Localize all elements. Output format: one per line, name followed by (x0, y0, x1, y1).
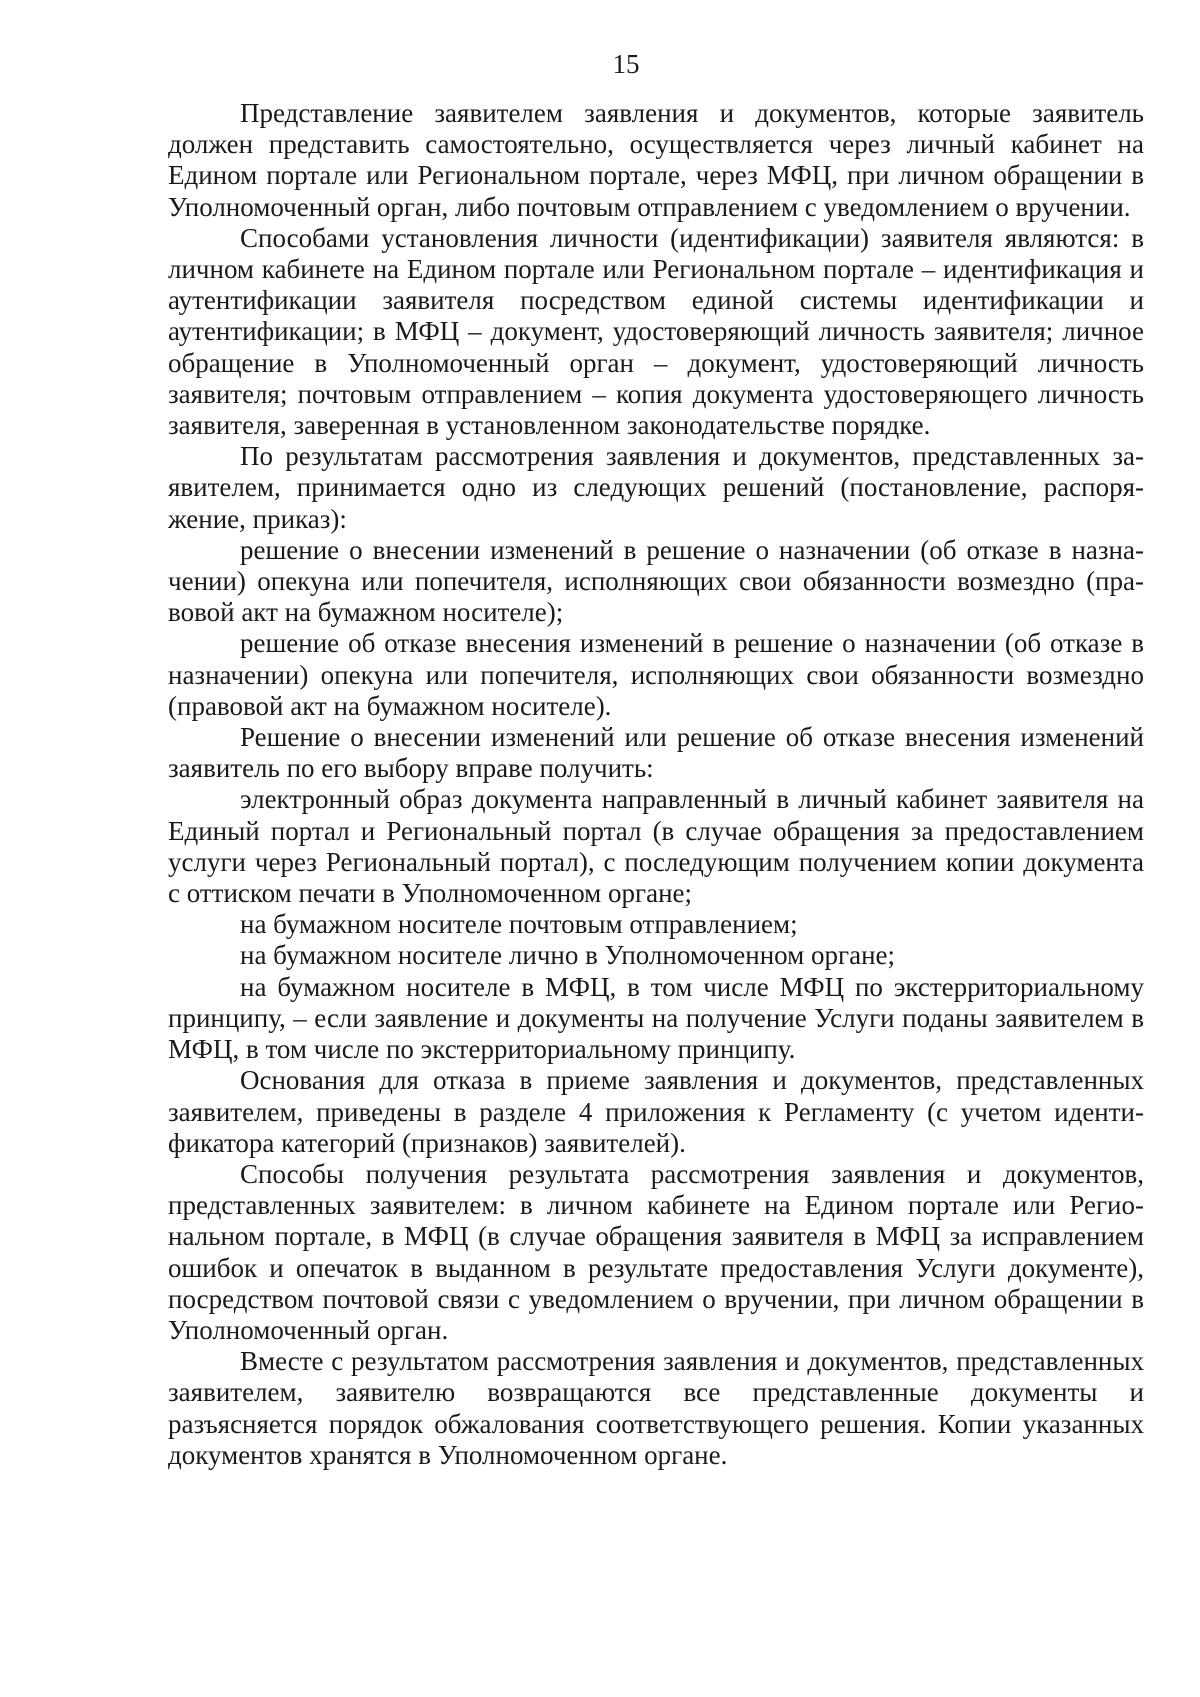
paragraph-paper-by-post: на бумажном носителе почтовым отправлением; (240, 909, 798, 940)
paragraph-decision-types: По результатам рассмотрения заявления и документов, представленных заявителем, принимается одно из следующих решений (постановление, распоряжение, приказ): (168, 441, 1144, 534)
paragraph-paper-in-person: на бумажном носителе лично в Уполномоченном органе; (240, 940, 896, 971)
paragraph-electronic-image: электронный образ документа направленный в личный кабинет заявителя на Единый портал и Региональный портал (в случае обращения за предоставлением услуги через Региональный портал), с последующим получением копии документа с оттиском печати в Уполномоченном органе; (168, 784, 1144, 909)
paragraph-documents-return: Вместе с результатом рассмотрения заявления и документов, представленных заявителем, заявителю возвращаются все представленные документы и разъясняется порядок обжалования соответствующего решения. Копии указанных документов хранятся в Уполномоченном органе. (168, 1346, 1144, 1470)
paragraph-receipt-options: Решение о внесении изменений или решение об отказе внесения изменений заявитель по его выбору вправе получить: (168, 722, 1144, 784)
paragraph-refusal-grounds: Основания для отказа в приеме заявления и документов, представленных заявителем, приведены в разделе 4 приложения к Регламенту (с учетом идентификатора категорий (признаков) заявителей). (168, 1065, 1144, 1158)
page-number: 15 (612, 49, 640, 79)
paragraph-identification-methods: Способами установления личности (идентификации) заявителя являются: в личном кабинете на Едином портале или Региональном портале – идентификация и аутентификации заявителя посредством единой системы идентификации и аутентификации; в МФЦ – документ, удостоверяющий личность заявителя; личное обращение в Уполномоченный орган – документ, удостоверяющий личность заявителя; почтовым отправлением – копия документа удостоверяющего личность заявителя, заверенная в установленном законодательстве порядке. (168, 222, 1144, 441)
document-body (168, 98, 1144, 1471)
paragraph-decision-refusal: решение об отказе внесения изменений в решение о назначении (об отказе в назначении) опекуна или попечителя, исполняющих свои обязанности возмездно (правовой акт на бумажном носителе). (168, 628, 1144, 721)
paragraph-result-methods: Способы получения результата рассмотрения заявления и документов, представленных заявителем: в личном кабинете на Едином портале или Региональном портале, в МФЦ (в случае обращения заявителя в МФЦ за исправлением ошибок и опечаток в выданном в результате предоставления Услуги документе), посредством почтовой связи с уведомлением о вручении, при личном обращении в Уполномоченный орган. (168, 1158, 1144, 1345)
paragraph-decision-change: решение о внесении изменений в решение о назначении (об отказе в назначении) опекуна или попечителя, исполняющих свои обязанности возмездно (правовой акт на бумажном носителе); (168, 534, 1144, 628)
paragraph-paper-at-mfc: на бумажном носителе в МФЦ, в том числе МФЦ по экстерриториальному принципу, – если заявление и документы на получение Услуги поданы заявителем в МФЦ, в том числе по экстерриториальному принципу. (168, 971, 1144, 1065)
paragraph-submission-channels: Представление заявителем заявления и документов, которые заявитель должен представить самостоятельно, осуществляется через личный кабинет на Едином портале или Региональном портале, через МФЦ, при личном обращении в Уполномоченный орган, либо почтовым отправлением с уведомлением о вручении. (168, 98, 1144, 222)
